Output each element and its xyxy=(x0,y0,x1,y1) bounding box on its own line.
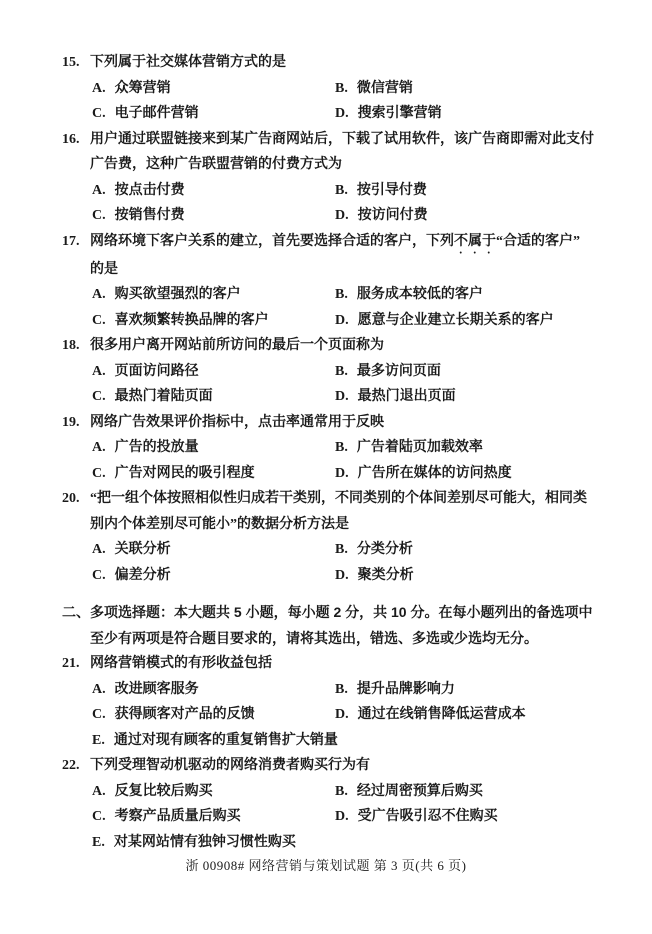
option-label: B. xyxy=(335,363,348,379)
question-stem: 下列属于社交媒体营销方式的是 xyxy=(90,55,286,70)
option-15-c xyxy=(92,101,335,127)
question-stem: 用户通过联盟链接来到某广告商网站后，下载了试用软件，该广告商即需对此支付 xyxy=(90,131,594,147)
question-stem-line2: 别内个体差别尽可能小”的数据分析方法是 xyxy=(90,516,349,532)
option-label: E. xyxy=(92,834,105,850)
option-text: 页面访问路径 xyxy=(114,363,199,379)
option-text: 按点击付费 xyxy=(114,182,185,198)
option-21-c xyxy=(92,702,335,728)
option-label: B. xyxy=(335,542,348,557)
option-text: 广告着陆页加载效率 xyxy=(356,440,483,455)
question-20 xyxy=(62,486,592,588)
option-18-c xyxy=(92,384,335,410)
stem-text: 网络环境下客户关系的建立，首先要选择合适的客户，下列 xyxy=(90,233,454,249)
option-label: C. xyxy=(92,465,106,481)
option-20-a xyxy=(92,537,335,563)
section-2-header xyxy=(62,600,592,651)
options xyxy=(92,76,592,127)
option-label: C. xyxy=(92,312,106,328)
option-16-a xyxy=(92,178,335,204)
option-label: C. xyxy=(92,389,106,404)
option-text: 最热门着陆页面 xyxy=(114,389,213,404)
option-label: D. xyxy=(335,809,349,824)
option-text: 广告对网民的吸引程度 xyxy=(114,465,255,481)
question-19 xyxy=(62,410,592,487)
option-17-d xyxy=(335,308,554,334)
option-label: C. xyxy=(92,567,106,583)
page-footer: 浙 00908# 网络营销与策划试题 第 3 页(共 6 页) xyxy=(185,858,467,873)
question-22 xyxy=(62,753,592,855)
option-18-a xyxy=(92,359,335,385)
option-18-d xyxy=(335,384,456,410)
questions-area xyxy=(62,50,592,855)
option-text: 提升品牌影响力 xyxy=(356,681,455,697)
options xyxy=(92,435,592,486)
option-label: D. xyxy=(335,312,349,328)
option-19-a xyxy=(92,435,335,461)
option-21-b xyxy=(335,677,455,703)
option-16-b xyxy=(335,178,427,204)
stem-text: “合适的客户” xyxy=(496,233,580,249)
options xyxy=(92,359,592,410)
option-text: 微信营销 xyxy=(356,80,413,96)
option-label: D. xyxy=(335,106,349,121)
option-label: B. xyxy=(335,182,348,198)
option-label: D. xyxy=(335,389,349,404)
option-16-c xyxy=(92,203,335,229)
option-label: B. xyxy=(335,440,348,455)
option-label: B. xyxy=(335,287,348,302)
question-number: 20. xyxy=(62,491,80,506)
option-text: 按销售付费 xyxy=(114,208,185,223)
option-text: 对某网站情有独钟习惯性购买 xyxy=(113,834,296,850)
option-17-c xyxy=(92,308,335,334)
option-21-e xyxy=(92,728,338,754)
option-20-b xyxy=(335,537,413,563)
option-label: D. xyxy=(335,567,349,583)
option-text: 通过在线销售降低运营成本 xyxy=(357,707,526,722)
options xyxy=(92,282,592,333)
option-label: B. xyxy=(335,783,348,799)
option-label: A. xyxy=(92,287,106,302)
question-stem: 很多用户离开网站前所访问的最后一个页面称为 xyxy=(90,338,384,353)
option-label: E. xyxy=(92,732,105,748)
question-stem-line2: 广告费，这种广告联盟营销的付费方式为 xyxy=(90,157,342,172)
option-17-a xyxy=(92,282,335,308)
option-text: 通过对现有顾客的重复销售扩大销量 xyxy=(113,732,338,748)
option-15-b xyxy=(335,76,413,102)
question-number: 16. xyxy=(62,131,80,147)
option-text: 获得顾客对产品的反馈 xyxy=(114,707,255,722)
option-text: 众筹营销 xyxy=(114,80,171,96)
option-label: C. xyxy=(92,106,106,121)
option-22-c xyxy=(92,804,335,830)
question-stem: 网络广告效果评价指标中，点击率通常用于反映 xyxy=(90,414,384,430)
options xyxy=(92,779,592,856)
section-instructions-line1: 多项选择题：本大题共 5 小题，每小题 2 分，共 10 分。在每小题列出的备选项中 xyxy=(90,604,593,620)
question-stem xyxy=(90,229,580,257)
option-label: B. xyxy=(335,681,348,697)
option-label: A. xyxy=(92,363,106,379)
option-15-a xyxy=(92,76,335,102)
option-text: 分类分析 xyxy=(356,542,413,557)
options xyxy=(92,178,592,229)
option-label: A. xyxy=(92,681,106,697)
question-21 xyxy=(62,651,592,753)
option-22-e xyxy=(92,830,296,856)
option-label: C. xyxy=(92,707,106,722)
options xyxy=(92,677,592,754)
question-18 xyxy=(62,333,592,410)
option-label: A. xyxy=(92,182,106,198)
option-text: 最多访问页面 xyxy=(356,363,441,379)
option-text: 广告所在媒体的访问热度 xyxy=(357,465,512,481)
option-19-c xyxy=(92,461,335,487)
question-number: 21. xyxy=(62,656,80,671)
option-label: D. xyxy=(335,465,349,481)
option-20-d xyxy=(335,563,414,589)
option-label: D. xyxy=(335,208,349,223)
option-19-d xyxy=(335,461,512,487)
options xyxy=(92,537,592,588)
question-15 xyxy=(62,50,592,127)
question-stem-line2: 的是 xyxy=(90,261,118,277)
question-number: 17. xyxy=(62,233,80,249)
option-19-b xyxy=(335,435,483,461)
option-22-d xyxy=(335,804,498,830)
option-20-c xyxy=(92,563,335,589)
option-text: 考察产品质量后购买 xyxy=(114,809,241,824)
option-text: 经过周密预算后购买 xyxy=(356,783,483,799)
option-22-a xyxy=(92,779,335,805)
option-label: C. xyxy=(92,208,106,223)
option-label: A. xyxy=(92,440,106,455)
question-number: 15. xyxy=(62,55,80,70)
option-label: B. xyxy=(335,80,348,96)
question-number: 18. xyxy=(62,338,80,353)
question-stem: 网络营销模式的有形收益包括 xyxy=(90,656,272,671)
question-stem: “把一组个体按照相似性归成若干类别，不同类别的个体间差别尽可能大，相同类 xyxy=(90,491,587,506)
option-text: 广告的投放量 xyxy=(114,440,199,455)
option-text: 电子邮件营销 xyxy=(114,106,199,121)
stem-emphasized-text: 不属于 xyxy=(454,233,496,249)
option-21-a xyxy=(92,677,335,703)
option-text: 按访问付费 xyxy=(357,208,428,223)
option-text: 购买欲望强烈的客户 xyxy=(114,287,241,302)
option-label: D. xyxy=(335,707,349,722)
section-instructions-line2: 至少有两项是符合题目要求的，请将其选出，错选、多选或少选均无分。 xyxy=(90,629,538,646)
question-number: 19. xyxy=(62,414,80,430)
option-text: 改进顾客服务 xyxy=(114,681,199,697)
option-text: 偏差分析 xyxy=(114,567,171,583)
question-16 xyxy=(62,127,592,229)
option-text: 搜索引擎营销 xyxy=(357,106,442,121)
option-text: 聚类分析 xyxy=(357,567,414,583)
option-text: 服务成本较低的客户 xyxy=(356,287,483,302)
option-label: A. xyxy=(92,80,106,96)
option-17-b xyxy=(335,282,483,308)
option-text: 关联分析 xyxy=(114,542,171,557)
section-number: 二、 xyxy=(62,604,90,620)
option-label: C. xyxy=(92,809,106,824)
option-22-b xyxy=(335,779,483,805)
option-16-d xyxy=(335,203,428,229)
option-text: 愿意与企业建立长期关系的客户 xyxy=(357,312,554,328)
option-text: 喜欢频繁转换品牌的客户 xyxy=(114,312,269,328)
option-text: 按引导付费 xyxy=(356,182,427,198)
question-number: 22. xyxy=(62,758,80,773)
option-18-b xyxy=(335,359,441,385)
option-text: 最热门退出页面 xyxy=(357,389,456,404)
question-stem: 下列受理智动机驱动的网络消费者购买行为有 xyxy=(90,758,370,773)
option-21-d xyxy=(335,702,526,728)
question-17 xyxy=(62,229,592,334)
option-text: 受广告吸引忍不住购买 xyxy=(357,809,498,824)
option-15-d xyxy=(335,101,442,127)
option-label: A. xyxy=(92,783,106,799)
option-text: 反复比较后购买 xyxy=(114,783,213,799)
option-label: A. xyxy=(92,542,106,557)
